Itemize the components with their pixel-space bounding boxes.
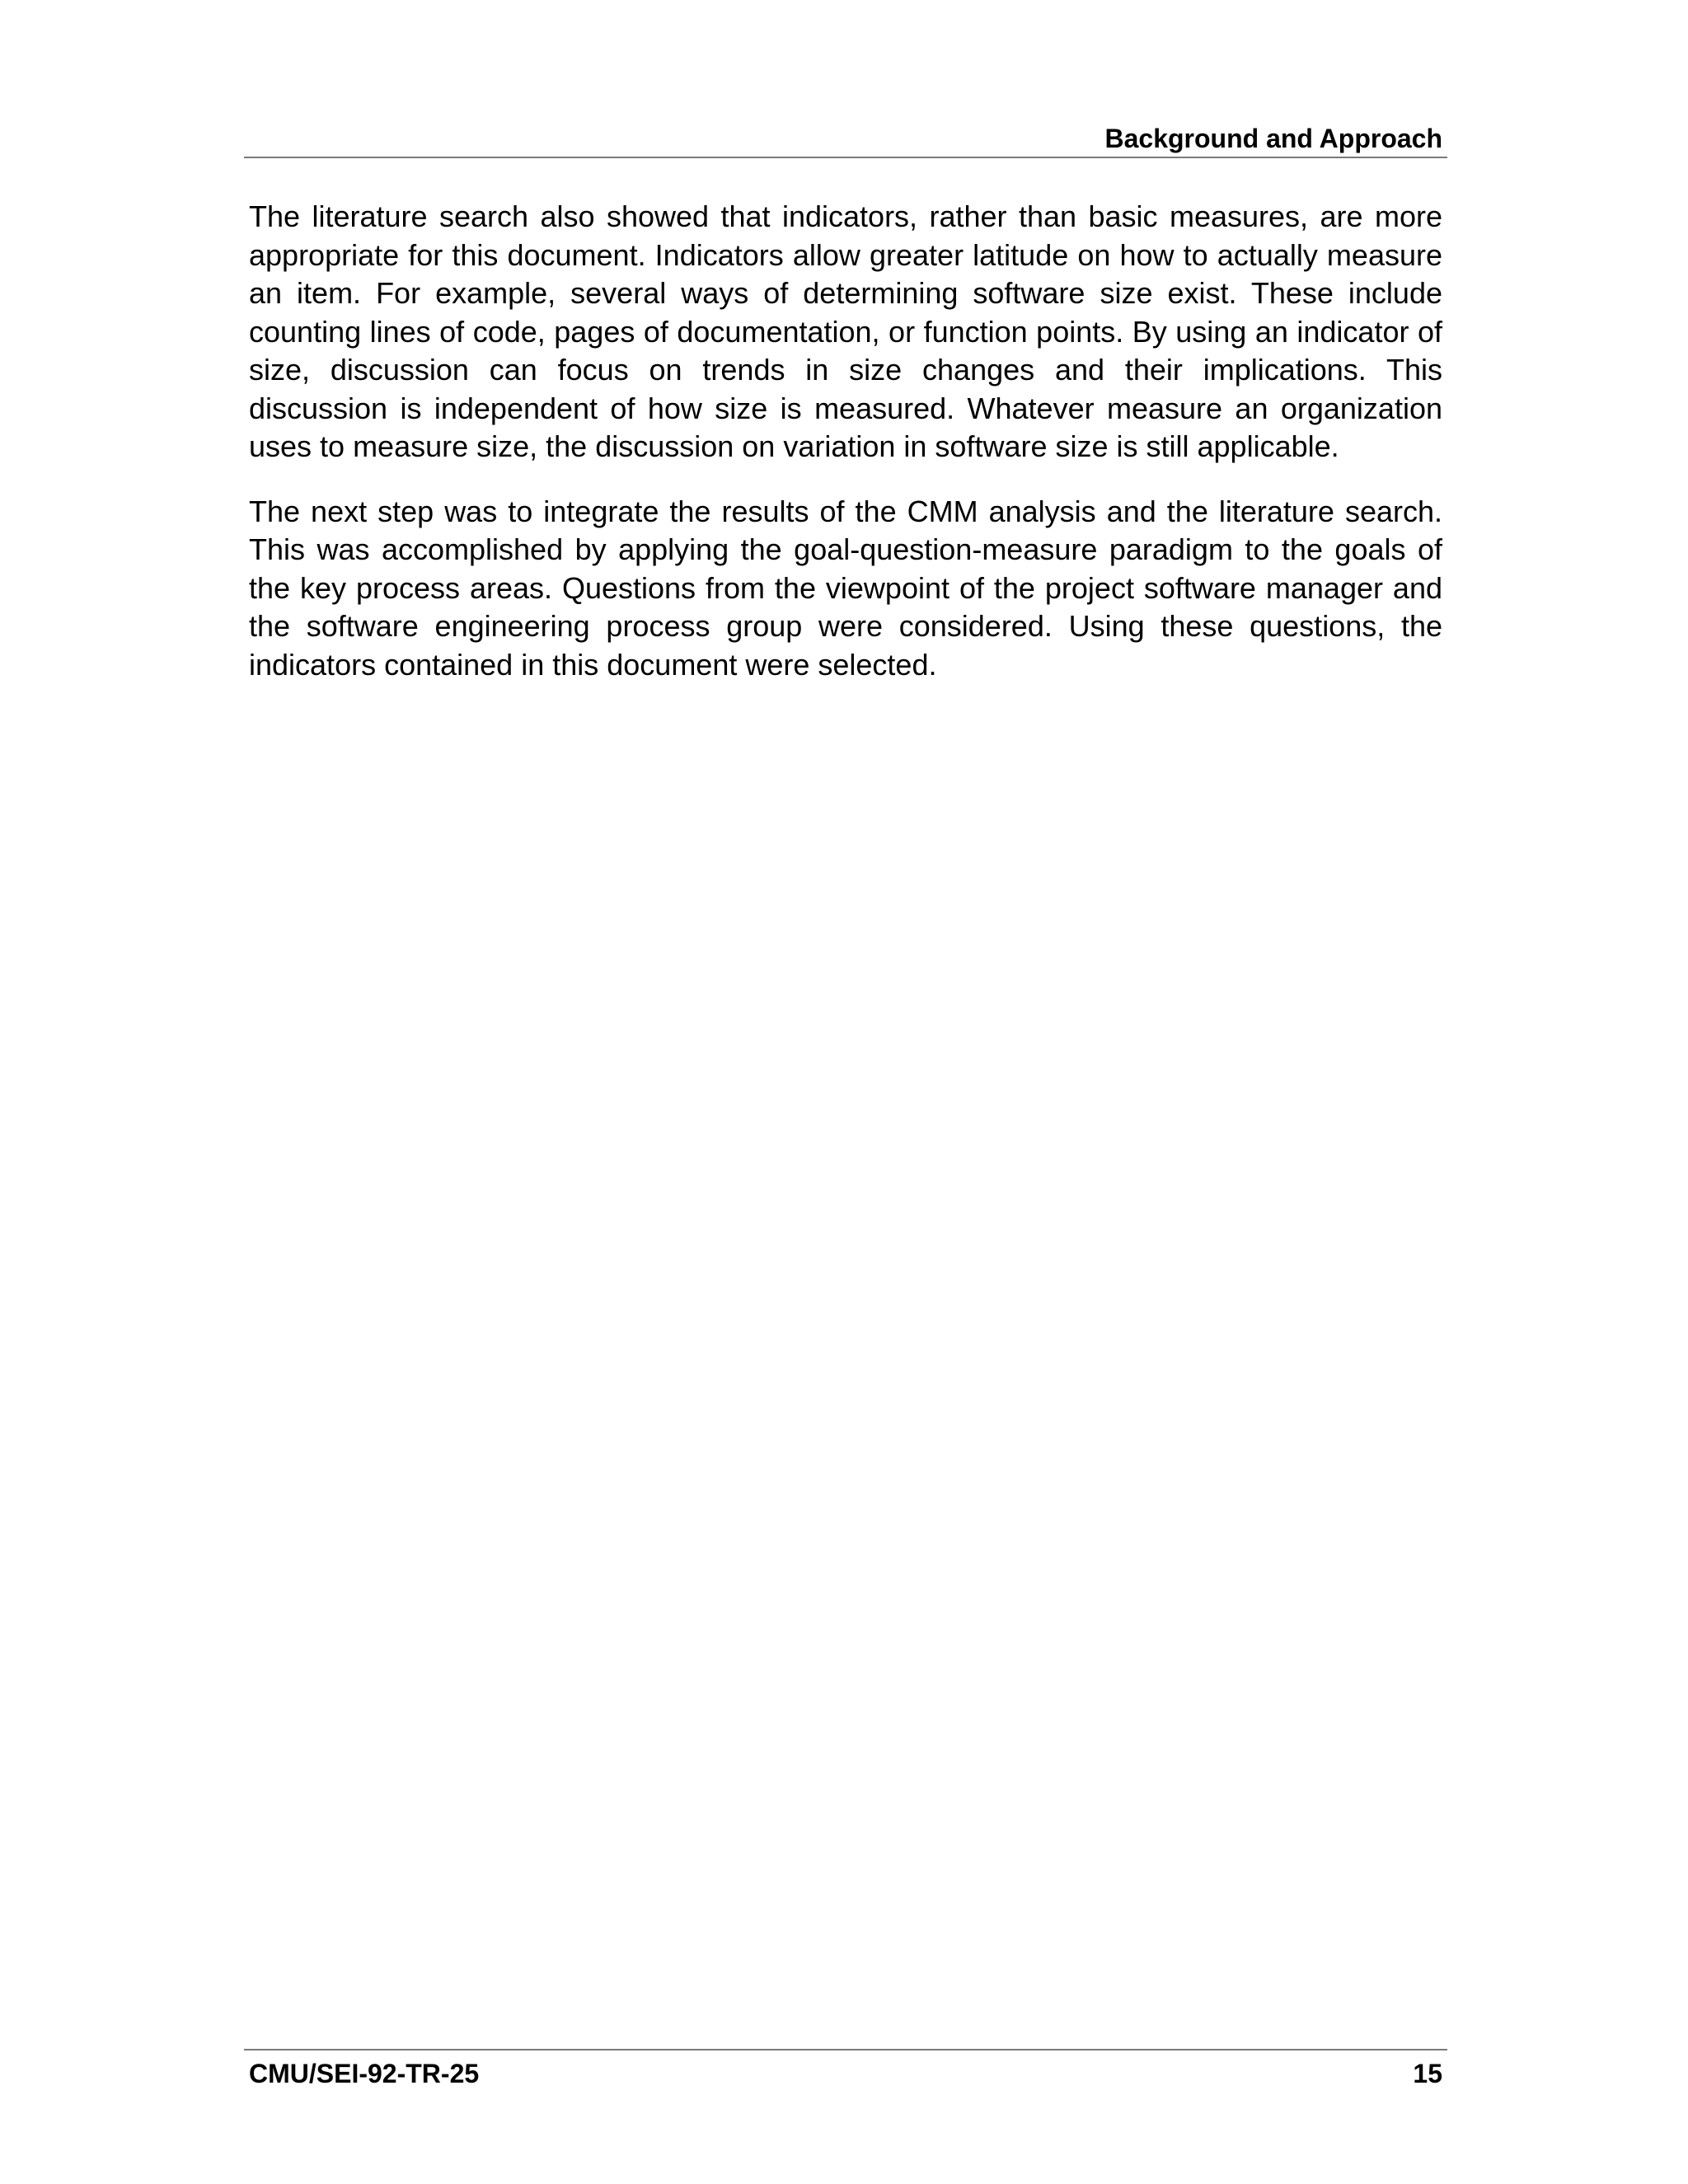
page-number: 15 <box>1413 2059 1442 2088</box>
body-text <box>249 198 1442 710</box>
paragraph: The next step was to integrate the results of the CMM analysis and the literature search. This was accomplished by applying the goal-question-measure paradigm to the goals of the key process areas. Questions from the viewpoint of the project software manager and the software engineering process group were considered. Using these questions, the indicators contained in this document were selected. <box>249 494 1442 682</box>
running-footer <box>244 2049 1447 2100</box>
report-id: CMU/SEI-92-TR-25 <box>249 2059 480 2088</box>
section-title: Background and Approach <box>1104 124 1442 153</box>
running-header <box>244 122 1447 158</box>
paragraph: The literature search also showed that indicators, rather than basic measures, are more appropriate for this document. Indicators allow greater latitude on how to actually measure an item. For example, several ways of determining software size exist. These include counting lines of code, pages of documentation, or function points. By using an indicator of size, discussion can focus on trends in size changes and their implications. This discussion is independent of how size is measured. Whatever measure an organization uses to measure size, the discussion on variation in software size is still applicable. <box>249 199 1442 463</box>
